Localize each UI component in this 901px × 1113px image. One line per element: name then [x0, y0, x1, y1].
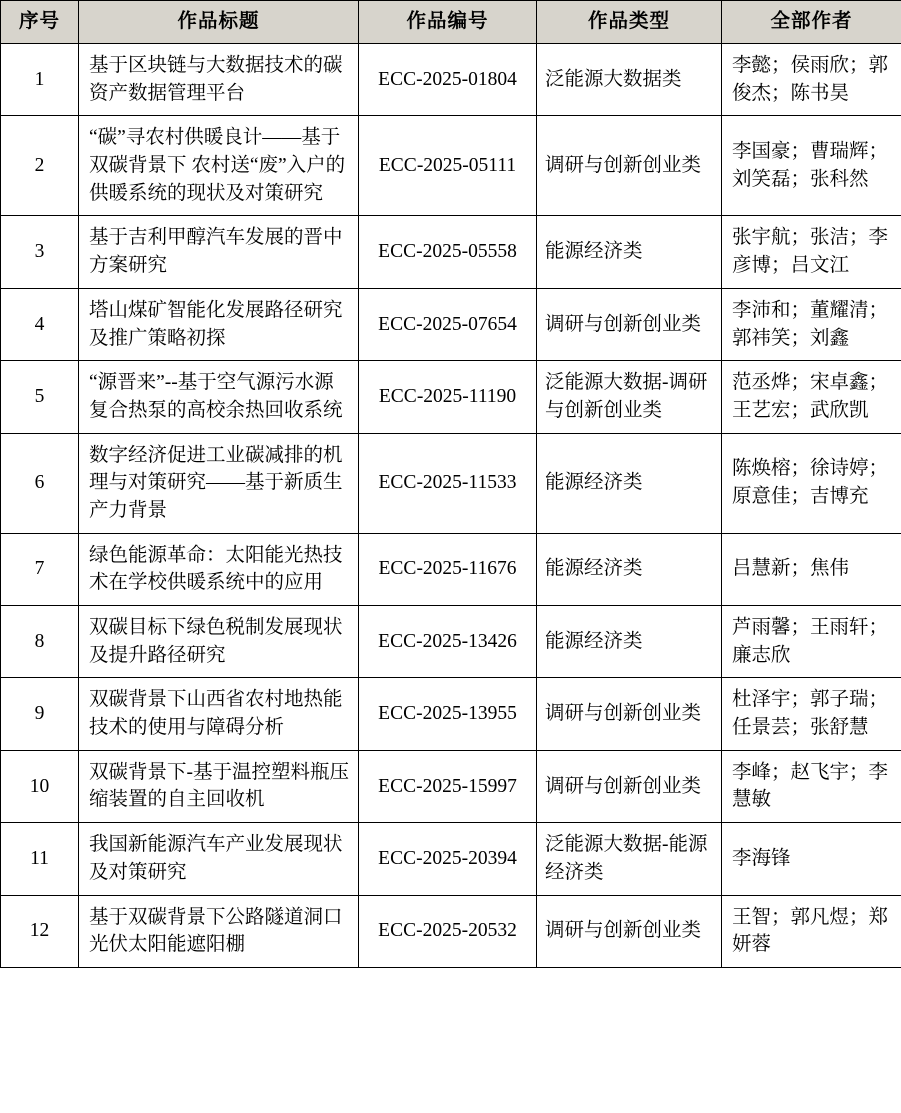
cell-title: 数字经济促进工业碳减排的机理与对策研究——基于新质生产力背景	[79, 433, 359, 533]
cell-title: “碳”寻农村供暖良计——基于双碳背景下 农村送“废”入户的供暖系统的现状及对策研究	[79, 116, 359, 216]
table-header-row	[1, 1, 901, 44]
column-header-authors: 全部作者	[722, 1, 901, 44]
cell-title: 塔山煤矿智能化发展路径研究及推广策略初探	[79, 288, 359, 360]
cell-authors: 李国豪；曹瑞辉；刘笑磊；张科然	[722, 116, 901, 216]
cell-title: 双碳背景下山西省农村地热能技术的使用与障碍分析	[79, 678, 359, 750]
cell-code: ECC-2025-11676	[359, 533, 537, 605]
table-row	[1, 116, 901, 216]
cell-title: 我国新能源汽车产业发展现状及对策研究	[79, 823, 359, 895]
table-row	[1, 433, 901, 533]
cell-type: 泛能源大数据-调研与创新创业类	[537, 361, 722, 433]
cell-title: 基于区块链与大数据技术的碳资产数据管理平台	[79, 44, 359, 116]
table-row	[1, 288, 901, 360]
table-row	[1, 216, 901, 288]
cell-type: 调研与创新创业类	[537, 750, 722, 822]
cell-code: ECC-2025-20394	[359, 823, 537, 895]
cell-code: ECC-2025-20532	[359, 895, 537, 967]
cell-code: ECC-2025-13955	[359, 678, 537, 750]
cell-index: 11	[1, 823, 79, 895]
cell-type: 能源经济类	[537, 216, 722, 288]
cell-title: 双碳背景下-基于温控塑料瓶压缩装置的自主回收机	[79, 750, 359, 822]
cell-index: 2	[1, 116, 79, 216]
column-header-title: 作品标题	[79, 1, 359, 44]
cell-code: ECC-2025-07654	[359, 288, 537, 360]
cell-authors: 李懿；侯雨欣；郭俊杰；陈书昊	[722, 44, 901, 116]
cell-code: ECC-2025-05558	[359, 216, 537, 288]
column-header-index: 序号	[1, 1, 79, 44]
column-header-type: 作品类型	[537, 1, 722, 44]
cell-code: ECC-2025-11533	[359, 433, 537, 533]
cell-code: ECC-2025-05111	[359, 116, 537, 216]
cell-type: 能源经济类	[537, 606, 722, 678]
cell-type: 能源经济类	[537, 533, 722, 605]
cell-index: 7	[1, 533, 79, 605]
cell-authors: 王智；郭凡煜；郑妍蓉	[722, 895, 901, 967]
table-row	[1, 361, 901, 433]
cell-authors: 芦雨馨；王雨轩；廉志欣	[722, 606, 901, 678]
cell-index: 6	[1, 433, 79, 533]
cell-type: 调研与创新创业类	[537, 288, 722, 360]
cell-index: 12	[1, 895, 79, 967]
table-row	[1, 678, 901, 750]
cell-index: 4	[1, 288, 79, 360]
cell-code: ECC-2025-11190	[359, 361, 537, 433]
table-row	[1, 533, 901, 605]
cell-type: 调研与创新创业类	[537, 116, 722, 216]
cell-authors: 李沛和；董耀清；郭祎笑；刘鑫	[722, 288, 901, 360]
cell-authors: 杜泽宇；郭子瑞；任景芸；张舒慧	[722, 678, 901, 750]
cell-type: 调研与创新创业类	[537, 678, 722, 750]
cell-index: 1	[1, 44, 79, 116]
cell-authors: 范丞烨；宋卓鑫；王艺宏；武欣凯	[722, 361, 901, 433]
cell-code: ECC-2025-15997	[359, 750, 537, 822]
cell-authors: 吕慧新；焦伟	[722, 533, 901, 605]
cell-type: 能源经济类	[537, 433, 722, 533]
table-row	[1, 606, 901, 678]
cell-authors: 李峰；赵飞宇；李慧敏	[722, 750, 901, 822]
cell-type: 泛能源大数据-能源经济类	[537, 823, 722, 895]
cell-title: “源晋来”--基于空气源污水源复合热泵的高校余热回收系统	[79, 361, 359, 433]
table-row	[1, 823, 901, 895]
cell-code: ECC-2025-13426	[359, 606, 537, 678]
table-row	[1, 44, 901, 116]
cell-type: 调研与创新创业类	[537, 895, 722, 967]
cell-code: ECC-2025-01804	[359, 44, 537, 116]
cell-index: 5	[1, 361, 79, 433]
cell-index: 9	[1, 678, 79, 750]
cell-title: 绿色能源革命：太阳能光热技术在学校供暖系统中的应用	[79, 533, 359, 605]
cell-index: 3	[1, 216, 79, 288]
cell-authors: 陈焕榕；徐诗婷；原意佳；吉博充	[722, 433, 901, 533]
column-header-code: 作品编号	[359, 1, 537, 44]
cell-authors: 李海锋	[722, 823, 901, 895]
table-row	[1, 750, 901, 822]
table-row	[1, 895, 901, 967]
cell-authors: 张宇航；张洁；李彦博；吕文江	[722, 216, 901, 288]
cell-title: 双碳目标下绿色税制发展现状及提升路径研究	[79, 606, 359, 678]
cell-title: 基于吉利甲醇汽车发展的晋中方案研究	[79, 216, 359, 288]
cell-title: 基于双碳背景下公路隧道洞口光伏太阳能遮阳棚	[79, 895, 359, 967]
cell-index: 10	[1, 750, 79, 822]
cell-type: 泛能源大数据类	[537, 44, 722, 116]
cell-index: 8	[1, 606, 79, 678]
